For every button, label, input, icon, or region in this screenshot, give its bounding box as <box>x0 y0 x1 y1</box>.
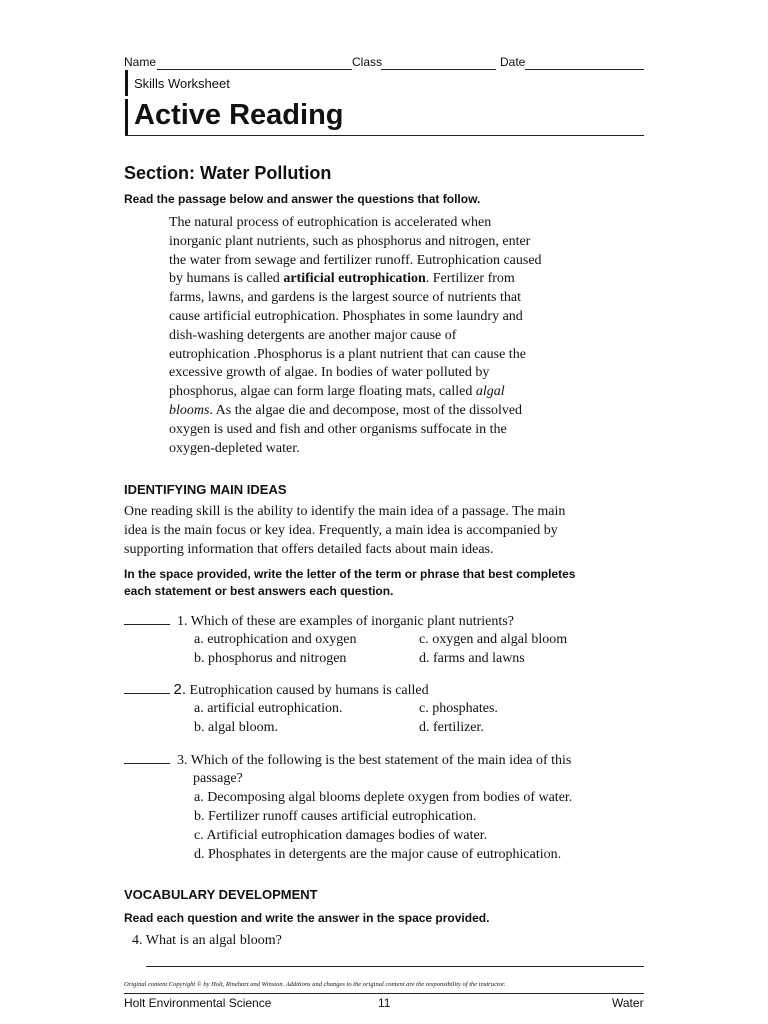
footer-chapter: Water <box>612 996 644 1010</box>
paragraph-line: One reading skill is the ability to identify the main idea of a passage. The main <box>124 504 566 519</box>
name-field[interactable] <box>157 69 352 70</box>
option-c: c. phosphates. <box>419 701 498 716</box>
passage-line: inorganic plant nutrients, such as phosphorus and nitrogen, enter <box>169 233 531 249</box>
header-bar <box>125 70 128 96</box>
passage-text: . As the algae die and decompose, most of the dissolved <box>209 402 523 418</box>
main-ideas-heading: IDENTIFYING MAIN IDEAS <box>124 482 287 497</box>
option-a: a. eutrophication and oxygen <box>194 632 357 647</box>
option-d: d. fertilizer. <box>419 720 484 735</box>
passage-line <box>169 402 589 421</box>
question-text: Eutrophication caused by humans is called <box>189 683 429 698</box>
passage-line: dish-washing detergents are another major cause of <box>169 327 457 343</box>
answer-blank[interactable] <box>124 681 170 694</box>
footer-page-number: 11 <box>378 996 391 1010</box>
name-label: Name <box>124 55 157 69</box>
copyright-note: Original content Copyright © by Holt, Rinehart and Winston. Additions and changes to the original content are the responsibility of the instructor. <box>124 981 506 988</box>
passage-line: farms, lawns, and gardens is the largest source of nutrients that <box>169 290 521 306</box>
date-label: Date <box>500 55 526 69</box>
instruction-line: In the space provided, write the letter of the term or phrase that best completes <box>124 567 576 581</box>
question-text: Which of these are examples of inorganic plant nutrients? <box>190 614 514 629</box>
answer-blank[interactable] <box>124 751 170 764</box>
option-c: c. Artificial eutrophication damages bodies of water. <box>194 828 488 843</box>
title-divider <box>125 135 644 136</box>
italic-term: blooms <box>169 402 210 418</box>
question-2 <box>124 681 644 735</box>
vocab-instruction: Read each question and write the answer in the space provided. <box>124 911 490 925</box>
date-field[interactable] <box>525 69 644 70</box>
question-4: 4. What is an algal bloom? <box>132 933 282 948</box>
question-3-stem <box>124 751 644 771</box>
option-a: a. artificial eutrophication. <box>194 701 343 716</box>
passage-text: . Fertilizer from <box>425 271 515 287</box>
option-b: b. Fertilizer runoff causes artificial eutrophication. <box>194 809 477 824</box>
passage-line: The natural process of eutrophication is accelerated when <box>169 215 492 230</box>
answer-line-4[interactable] <box>146 966 644 967</box>
passage-line <box>169 383 589 402</box>
main-ideas-paragraph <box>124 503 644 559</box>
passage-line: cause artificial eutrophication. Phosphates in some laundry and <box>169 308 523 324</box>
italic-term: algal <box>475 384 505 400</box>
passage-line <box>169 270 589 289</box>
passage-text: by humans is called <box>169 271 284 287</box>
answer-blank[interactable] <box>124 612 170 625</box>
option-d: d. farms and lawns <box>419 651 525 666</box>
question-3 <box>124 751 644 862</box>
option-c: c. oxygen and algal bloom <box>419 632 568 647</box>
passage-line: oxygen-depleted water. <box>169 440 300 456</box>
question-1-stem <box>124 612 644 632</box>
question-number: 3. <box>177 753 188 768</box>
option-b: b. phosphorus and nitrogen <box>194 651 347 666</box>
page-title: Active Reading <box>134 99 344 131</box>
section-title: Section: Water Pollution <box>124 163 332 183</box>
option-d: d. Phosphates in detergents are the major cause of eutrophication. <box>194 847 562 862</box>
instruction-line: each statement or best answers each question. <box>124 584 394 598</box>
passage-line: oxygen is used and fish and other organisms suffocate in the <box>169 421 507 437</box>
passage-line: the water from sewage and fertilizer runoff. Eutrophication caused <box>169 252 542 268</box>
paragraph-line: supporting information that offers detailed facts about main ideas. <box>124 541 494 557</box>
passage-instruction: Read the passage below and answer the questions that follow. <box>124 192 481 206</box>
footer-book: Holt Environmental Science <box>124 996 272 1010</box>
option-a: a. Decomposing algal blooms deplete oxygen from bodies of water. <box>194 790 573 805</box>
passage-line: eutrophication .Phosphorus is a plant nutrient that can cause the <box>169 346 526 362</box>
class-label: Class <box>352 55 383 69</box>
reading-passage <box>169 214 589 458</box>
question-instruction <box>124 566 575 600</box>
question-number: 1. <box>177 614 188 629</box>
question-1 <box>124 612 644 666</box>
footer-divider <box>124 993 644 994</box>
class-field[interactable] <box>381 69 496 70</box>
question-2-stem <box>124 681 644 701</box>
question-text: Which of the following is the best statement of the main idea of this <box>190 753 572 768</box>
paragraph-line: idea is the main focus or key idea. Frequently, a main idea is accompanied by <box>124 522 558 538</box>
key-term: artificial eutrophication <box>283 271 426 287</box>
worksheet-type: Skills Worksheet <box>134 76 230 91</box>
question-number: 2. <box>173 681 187 698</box>
passage-line: excessive growth of algae. In bodies of water polluted by <box>169 365 490 381</box>
passage-text: phosphorus, algae can form large floating mats, called <box>169 384 476 400</box>
question-text-continued: passage? <box>193 771 243 786</box>
vocab-heading: VOCABULARY DEVELOPMENT <box>124 887 318 902</box>
title-bar <box>125 99 128 135</box>
option-b: b. algal bloom. <box>194 720 278 735</box>
